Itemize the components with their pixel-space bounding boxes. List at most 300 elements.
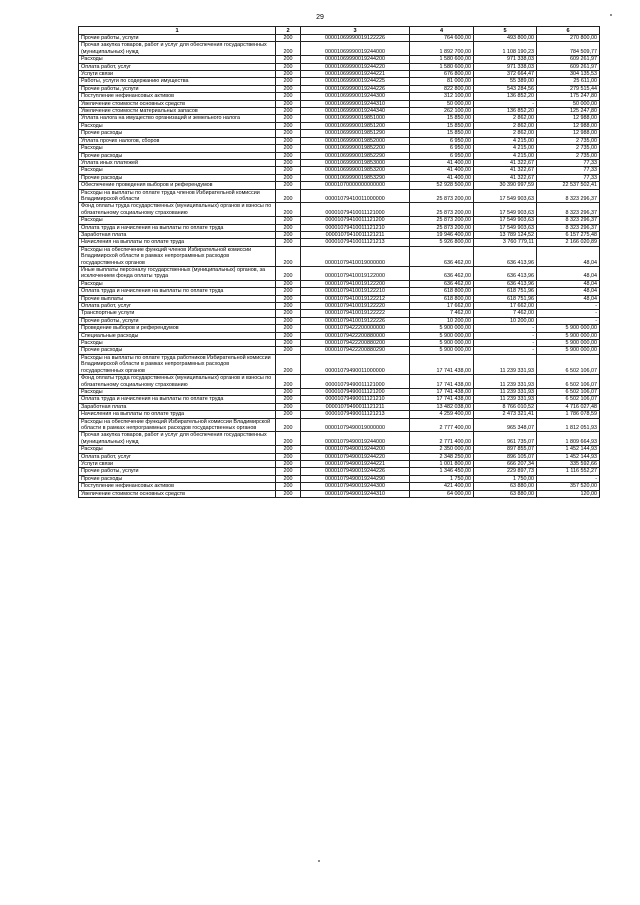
row-admin-code-cell: 200 [276,280,301,287]
row-admin-code-cell: 200 [276,224,301,231]
row-executed-amount-cell: 41 322,67 [474,167,537,174]
row-unexecuted-amount-cell: 77,33 [537,167,600,174]
table-row [79,411,600,418]
row-classification-code-cell: 00001079410011121200 [301,217,410,224]
row-unexecuted-amount-cell: 8 323 296,37 [537,189,600,203]
row-unexecuted-amount-cell: 8 323 296,37 [537,217,600,224]
row-executed-amount-cell: - [474,347,537,354]
table-row [79,203,600,217]
row-name-cell: Поступление нефинансовых активов [79,483,276,490]
table-row [79,115,600,122]
row-unexecuted-amount-cell: 22 537 502,41 [537,182,600,189]
row-executed-amount-cell: 2 862,00 [474,130,537,137]
row-unexecuted-amount-cell: 50 000,00 [537,100,600,107]
table-row [79,78,600,85]
row-executed-amount-cell: 2 473 321,41 [474,411,537,418]
row-classification-code-cell: 00001079410019122000 [301,267,410,281]
row-admin-code-cell: 200 [276,108,301,115]
row-name-cell: Обеспечение проведения выборов и референдумов [79,182,276,189]
row-unexecuted-amount-cell: 120,00 [537,490,600,497]
row-approved-amount-cell: 19 946 400,00 [410,231,474,238]
row-executed-amount-cell: 63 880,00 [474,490,537,497]
row-executed-amount-cell: 30 390 997,59 [474,182,537,189]
row-executed-amount-cell: 17 549 903,63 [474,189,537,203]
row-admin-code-cell: 200 [276,325,301,332]
row-admin-code-cell: 200 [276,35,301,42]
row-unexecuted-amount-cell: 12 988,00 [537,115,600,122]
row-approved-amount-cell: 5 900 000,00 [410,332,474,339]
row-name-cell: Расходы на обеспечение функций Избирательной комиссии Владимирской области в рамках непрограммных расходов государственных органов [79,418,276,432]
row-classification-code-cell: 00001069990019244310 [301,100,410,107]
row-executed-amount-cell: 17 549 903,63 [474,203,537,217]
row-executed-amount-cell: 3 760 779,11 [474,239,537,246]
row-executed-amount-cell: 8 766 010,52 [474,403,537,410]
row-admin-code-cell: 200 [276,317,301,324]
row-name-cell: Специальные расходы [79,332,276,339]
row-approved-amount-cell: 421 400,00 [410,483,474,490]
row-name-cell: Оплата труда и начисления на выплаты по оплате труда [79,396,276,403]
row-executed-amount-cell: 11 239 331,93 [474,396,537,403]
table-row [79,418,600,432]
row-admin-code-cell: 200 [276,483,301,490]
row-admin-code-cell: 200 [276,460,301,467]
row-unexecuted-amount-cell: 1 116 552,27 [537,468,600,475]
row-executed-amount-cell: 41 322,67 [474,159,537,166]
row-name-cell: Заработная плата [79,403,276,410]
row-executed-amount-cell: 896 105,07 [474,453,537,460]
row-unexecuted-amount-cell: 1 786 078,59 [537,411,600,418]
row-unexecuted-amount-cell: 609 261,97 [537,56,600,63]
table-row [79,295,600,302]
row-admin-code-cell: 200 [276,490,301,497]
row-unexecuted-amount-cell: 1 452 144,93 [537,453,600,460]
row-classification-code-cell: 00001069990019851000 [301,115,410,122]
table-row [79,189,600,203]
column-header: 5 [474,27,537,35]
table-row [79,93,600,100]
row-unexecuted-amount-cell: 48,04 [537,267,600,281]
row-unexecuted-amount-cell: 335 592,66 [537,460,600,467]
row-admin-code-cell: 200 [276,100,301,107]
table-row [79,85,600,92]
row-executed-amount-cell: 636 413,96 [474,267,537,281]
table-row [79,71,600,78]
row-name-cell: Прочие расходы [79,475,276,482]
row-admin-code-cell: 200 [276,122,301,129]
row-name-cell: Расходы [79,217,276,224]
row-approved-amount-cell: 41 400,00 [410,167,474,174]
row-admin-code-cell: 200 [276,115,301,122]
row-executed-amount-cell: 55 389,00 [474,78,537,85]
table-row [79,267,600,281]
row-classification-code-cell: 00001079410019122200 [301,280,410,287]
row-approved-amount-cell: 6 950,00 [410,145,474,152]
row-executed-amount-cell: 13 789 124,52 [474,231,537,238]
row-approved-amount-cell: 13 482 038,00 [410,403,474,410]
table-row [79,145,600,152]
row-executed-amount-cell: 2 862,00 [474,115,537,122]
row-executed-amount-cell: 1 108 190,23 [474,42,537,56]
table-row [79,63,600,70]
row-executed-amount-cell: 4 215,00 [474,152,537,159]
row-name-cell: Расходы [79,280,276,287]
row-admin-code-cell: 200 [276,453,301,460]
row-executed-amount-cell: 636 413,96 [474,246,537,266]
row-approved-amount-cell: 25 873 200,00 [410,224,474,231]
row-approved-amount-cell: 6 950,00 [410,137,474,144]
row-approved-amount-cell: 1 580 600,00 [410,63,474,70]
row-admin-code-cell: 200 [276,78,301,85]
row-classification-code-cell: 00001069990019851200 [301,122,410,129]
row-name-cell: Фонд оплаты труда государственных (муниципальных) органов и взносы по обязательному социальному страхованию [79,375,276,389]
row-unexecuted-amount-cell: 1 452 144,93 [537,446,600,453]
row-classification-code-cell: 00001069990019852200 [301,145,410,152]
row-name-cell: Прочие работы, услуги [79,85,276,92]
row-executed-amount-cell: 372 664,47 [474,71,537,78]
row-executed-amount-cell: 136 852,20 [474,93,537,100]
row-unexecuted-amount-cell: 6 502 106,07 [537,396,600,403]
row-approved-amount-cell: 1 001 800,00 [410,460,474,467]
row-classification-code-cell: 00001079490019244000 [301,432,410,446]
row-admin-code-cell: 200 [276,446,301,453]
row-executed-amount-cell: 17 549 903,63 [474,217,537,224]
row-classification-code-cell: 00001079490019244226 [301,468,410,475]
row-name-cell: Увеличение стоимости основных средств [79,100,276,107]
row-unexecuted-amount-cell: 2 735,00 [537,137,600,144]
row-executed-amount-cell: 229 897,73 [474,468,537,475]
row-executed-amount-cell: 4 215,00 [474,145,537,152]
table-row [79,108,600,115]
row-unexecuted-amount-cell: 4 716 027,48 [537,403,600,410]
row-classification-code-cell: 00001079422200880290 [301,347,410,354]
row-executed-amount-cell: 11 239 331,93 [474,388,537,395]
row-name-cell: Начисления на выплаты по оплате труда [79,239,276,246]
row-approved-amount-cell: 5 900 000,00 [410,325,474,332]
row-unexecuted-amount-cell: 5 900 000,00 [537,347,600,354]
row-approved-amount-cell: 1 750,00 [410,475,474,482]
table-row [79,354,600,374]
row-name-cell: Расходы на обеспечение функций членов Избирательной комиссии Владимирской области в рамках непрограммных расходов государственных органов [79,246,276,266]
row-name-cell: Прочие расходы [79,347,276,354]
row-approved-amount-cell: 636 462,00 [410,246,474,266]
row-name-cell: Прочие выплаты [79,295,276,302]
row-name-cell: Начисления на выплаты по оплате труда [79,411,276,418]
row-admin-code-cell: 200 [276,239,301,246]
row-approved-amount-cell: 262 100,00 [410,108,474,115]
table-row [79,159,600,166]
budget-execution-table [78,26,600,498]
table-row [79,122,600,129]
row-executed-amount-cell: - [474,100,537,107]
table-row [79,432,600,446]
row-executed-amount-cell: 63 880,00 [474,483,537,490]
row-unexecuted-amount-cell: 609 261,97 [537,63,600,70]
row-name-cell: Расходы [79,167,276,174]
row-admin-code-cell: 200 [276,137,301,144]
table-row [79,182,600,189]
row-classification-code-cell: 00001070000000000000 [301,182,410,189]
table-row [79,100,600,107]
row-classification-code-cell: 00001079422200880000 [301,332,410,339]
row-executed-amount-cell: 4 215,00 [474,137,537,144]
row-classification-code-cell: 00001069990019852290 [301,152,410,159]
row-unexecuted-amount-cell: 279 515,44 [537,85,600,92]
table-row [79,246,600,266]
row-unexecuted-amount-cell: 2 735,00 [537,152,600,159]
row-classification-code-cell: 00001079490019244220 [301,453,410,460]
row-name-cell: Фонд оплаты труда государственных (муниципальных) органов и взносы по обязательному социальному страхованию [79,203,276,217]
column-header: 2 [276,27,301,35]
row-classification-code-cell: 00001079490011121211 [301,403,410,410]
row-classification-code-cell: 00001079410011000000 [301,189,410,203]
row-executed-amount-cell: 965 348,07 [474,418,537,432]
row-approved-amount-cell: 764 600,00 [410,35,474,42]
row-classification-code-cell: 00001079490019000000 [301,418,410,432]
row-approved-amount-cell: 52 928 500,00 [410,182,474,189]
row-admin-code-cell: 200 [276,246,301,266]
row-classification-code-cell: 00001069990019853200 [301,167,410,174]
row-admin-code-cell: 200 [276,468,301,475]
row-approved-amount-cell: 5 900 000,00 [410,347,474,354]
row-approved-amount-cell: 1 892 700,00 [410,42,474,56]
row-approved-amount-cell: 6 950,00 [410,152,474,159]
row-unexecuted-amount-cell: 48,04 [537,280,600,287]
row-admin-code-cell: 200 [276,63,301,70]
row-name-cell: Услуги связи [79,460,276,467]
row-name-cell: Прочие расходы [79,174,276,181]
row-name-cell: Увеличение стоимости материальных запасов [79,108,276,115]
table-row [79,310,600,317]
row-executed-amount-cell: 11 239 331,93 [474,375,537,389]
row-approved-amount-cell: 822 800,00 [410,85,474,92]
row-approved-amount-cell: 15 850,00 [410,122,474,129]
row-name-cell: Проведение выборов и референдумов [79,325,276,332]
row-unexecuted-amount-cell: 125 247,80 [537,108,600,115]
row-admin-code-cell: 200 [276,56,301,63]
row-approved-amount-cell: 636 462,00 [410,280,474,287]
row-classification-code-cell: 00001079410019122222 [301,310,410,317]
row-unexecuted-amount-cell: 6 157 275,48 [537,231,600,238]
table-row [79,475,600,482]
row-name-cell: Уплата налога на имущество организаций и земельного налога [79,115,276,122]
row-name-cell: Поступление нефинансовых активов [79,93,276,100]
row-unexecuted-amount-cell: 2 735,00 [537,145,600,152]
row-classification-code-cell: 00001079490019244221 [301,460,410,467]
row-executed-amount-cell: 618 751,96 [474,295,537,302]
row-approved-amount-cell: 64 000,00 [410,490,474,497]
row-executed-amount-cell: 666 207,34 [474,460,537,467]
row-name-cell: Прочие расходы [79,130,276,137]
row-name-cell: Увеличение стоимости основных средств [79,490,276,497]
row-approved-amount-cell: 2 777 400,00 [410,418,474,432]
table-row [79,152,600,159]
row-admin-code-cell: 200 [276,432,301,446]
row-unexecuted-amount-cell: 12 988,00 [537,122,600,129]
row-name-cell: Оплата труда и начисления на выплаты по оплате труда [79,224,276,231]
row-unexecuted-amount-cell: 6 502 106,07 [537,388,600,395]
row-executed-amount-cell: - [474,325,537,332]
row-name-cell: Работы, услуги по содержанию имущества [79,78,276,85]
row-name-cell: Расходы [79,340,276,347]
row-executed-amount-cell: - [474,340,537,347]
row-classification-code-cell: 00001079410019000000 [301,246,410,266]
row-unexecuted-amount-cell: 6 502 106,07 [537,354,600,374]
table-row [79,325,600,332]
row-classification-code-cell: 00001079410011121211 [301,231,410,238]
scan-speck [318,860,320,862]
row-admin-code-cell: 200 [276,85,301,92]
row-approved-amount-cell: 2 348 250,00 [410,453,474,460]
row-unexecuted-amount-cell: 5 900 000,00 [537,325,600,332]
row-executed-amount-cell: 17 549 903,63 [474,224,537,231]
row-classification-code-cell: 00001079410011121000 [301,203,410,217]
row-unexecuted-amount-cell: 77,33 [537,159,600,166]
row-classification-code-cell: 00001069990019244221 [301,71,410,78]
row-admin-code-cell: 200 [276,71,301,78]
table-row [79,174,600,181]
row-admin-code-cell: 200 [276,174,301,181]
row-approved-amount-cell: 25 873 200,00 [410,217,474,224]
row-approved-amount-cell: 618 800,00 [410,288,474,295]
row-admin-code-cell: 200 [276,295,301,302]
row-approved-amount-cell: 17 741 438,00 [410,375,474,389]
row-executed-amount-cell: 493 800,00 [474,35,537,42]
row-approved-amount-cell: 50 000,00 [410,100,474,107]
row-executed-amount-cell: 2 862,00 [474,122,537,129]
row-unexecuted-amount-cell: 48,04 [537,295,600,302]
table-row [79,239,600,246]
scan-speck [610,14,612,16]
table-row [79,217,600,224]
table-body [79,35,600,498]
row-name-cell: Расходы на выплаты по оплате труда работников Избирательной комиссии Владимирской области в рамках непрограммных расходов государственных органов [79,354,276,374]
row-admin-code-cell: 200 [276,310,301,317]
row-classification-code-cell: 00001069990019853290 [301,174,410,181]
row-name-cell: Оплата работ, услуг [79,453,276,460]
row-admin-code-cell: 200 [276,396,301,403]
row-unexecuted-amount-cell: 270 800,00 [537,35,600,42]
row-unexecuted-amount-cell: 5 900 000,00 [537,340,600,347]
table-row [79,446,600,453]
row-classification-code-cell: 00001079410019122226 [301,317,410,324]
row-admin-code-cell: 200 [276,93,301,100]
row-admin-code-cell: 200 [276,159,301,166]
row-executed-amount-cell: 7 462,00 [474,310,537,317]
table-row [79,460,600,467]
row-unexecuted-amount-cell: 25 611,00 [537,78,600,85]
row-classification-code-cell: 00001069990019244200 [301,56,410,63]
row-approved-amount-cell: 2 350 000,00 [410,446,474,453]
row-classification-code-cell: 00001069990019244340 [301,108,410,115]
row-unexecuted-amount-cell: 1 809 664,93 [537,432,600,446]
row-classification-code-cell: 00001079490011121200 [301,388,410,395]
row-admin-code-cell: 200 [276,347,301,354]
table-row [79,280,600,287]
row-admin-code-cell: 200 [276,354,301,374]
row-approved-amount-cell: 25 873 200,00 [410,203,474,217]
row-admin-code-cell: 200 [276,303,301,310]
row-name-cell: Прочие работы, услуги [79,317,276,324]
row-approved-amount-cell: 4 259 400,00 [410,411,474,418]
row-name-cell: Расходы [79,56,276,63]
table-row [79,483,600,490]
row-name-cell: Оплата работ, услуг [79,303,276,310]
row-classification-code-cell: 00001079490011000000 [301,354,410,374]
row-classification-code-cell: 00001069990019852000 [301,137,410,144]
row-classification-code-cell: 00001069990019853000 [301,159,410,166]
row-unexecuted-amount-cell: 1 812 051,93 [537,418,600,432]
row-admin-code-cell: 200 [276,267,301,281]
row-executed-amount-cell: 971 338,03 [474,56,537,63]
row-classification-code-cell: 00001079490019244300 [301,483,410,490]
row-name-cell: Заработная плата [79,231,276,238]
row-unexecuted-amount-cell: 2 166 020,89 [537,239,600,246]
column-header: 1 [79,27,276,35]
row-name-cell: Услуги связи [79,71,276,78]
table-row [79,35,600,42]
row-approved-amount-cell: 1 580 600,00 [410,56,474,63]
table-row [79,224,600,231]
column-header: 3 [301,27,410,35]
row-approved-amount-cell: 5 900 000,00 [410,340,474,347]
row-classification-code-cell: 00001079490011121213 [301,411,410,418]
row-name-cell: Расходы [79,145,276,152]
row-name-cell: Прочие расходы [79,152,276,159]
row-admin-code-cell: 200 [276,203,301,217]
row-admin-code-cell: 200 [276,145,301,152]
row-classification-code-cell: 00001069990019244220 [301,63,410,70]
row-classification-code-cell: 00001069990019851290 [301,130,410,137]
row-admin-code-cell: 200 [276,403,301,410]
row-unexecuted-amount-cell: - [537,303,600,310]
row-classification-code-cell: 00001079410011121210 [301,224,410,231]
row-executed-amount-cell: 17 662,00 [474,303,537,310]
row-approved-amount-cell: 676 800,00 [410,71,474,78]
row-approved-amount-cell: 15 850,00 [410,130,474,137]
row-name-cell: Уплата прочих налогов, сборов [79,137,276,144]
row-admin-code-cell: 200 [276,152,301,159]
row-name-cell: Прочие работы, услуги [79,35,276,42]
row-admin-code-cell: 200 [276,388,301,395]
row-executed-amount-cell: 636 413,96 [474,280,537,287]
row-approved-amount-cell: 17 741 438,00 [410,354,474,374]
row-classification-code-cell: 00001079410019122212 [301,295,410,302]
row-unexecuted-amount-cell: 12 988,00 [537,130,600,137]
column-header: 6 [537,27,600,35]
row-unexecuted-amount-cell: 8 323 296,37 [537,203,600,217]
row-classification-code-cell: 00001079490011121210 [301,396,410,403]
row-approved-amount-cell: 81 000,00 [410,78,474,85]
table-row [79,42,600,56]
row-approved-amount-cell: 5 926 800,00 [410,239,474,246]
table-row [79,468,600,475]
row-name-cell: Транспортные услуги [79,310,276,317]
row-name-cell: Оплата труда и начисления на выплаты по оплате труда [79,288,276,295]
row-unexecuted-amount-cell: - [537,310,600,317]
table-row [79,375,600,389]
row-admin-code-cell: 200 [276,231,301,238]
row-classification-code-cell: 00001079410019122220 [301,303,410,310]
row-approved-amount-cell: 17 741 438,00 [410,396,474,403]
column-number-row [79,27,600,35]
row-unexecuted-amount-cell: 77,33 [537,174,600,181]
table-row [79,388,600,395]
row-name-cell: Оплата работ, услуг [79,63,276,70]
row-approved-amount-cell: 17 741 438,00 [410,388,474,395]
row-admin-code-cell: 200 [276,411,301,418]
row-classification-code-cell: 00001079410019122210 [301,288,410,295]
row-name-cell: Иные выплаты персоналу государственных (муниципальных) органов, за исключением фонда оплаты труда [79,267,276,281]
